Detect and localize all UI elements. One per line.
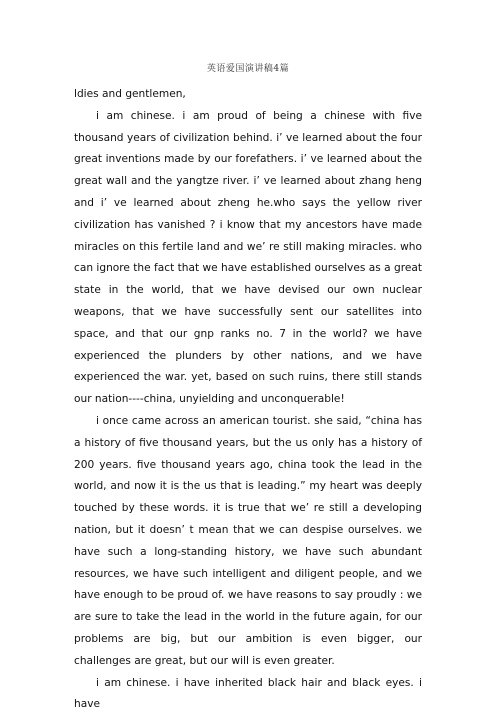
speech-body <box>74 84 422 716</box>
salutation: ldies and gentlemen, <box>74 88 186 100</box>
paragraph-3: i am chinese. i have inherited black hair and black eyes. i have <box>74 676 422 711</box>
paragraph-1: i am chinese. i am proud of being a chinese with five thousand years of civilization behind. i’ ve learned about the four great inventions made by our forefathers. i’ ve learned about the great wall and the yangtze river. i’ ve learned about zhang heng and i’ ve learned about zheng he.who says the yellow river civilization has vanished ? i know that my ancestors have made miracles on this fertile land and we’ re still making miracles. who can ignore the fact that we have established ourselves as a great state in the world, that we have devised our own nuclear weapons, that we have successfully sent our satellites into space, and that our gnp ranks no. 7 in the world? we have experienced the plunders by other nations, and we have experienced the war. yet, based on such ruins, there still stands our nation----china, unyielding and unconquerable! <box>74 109 422 406</box>
page-header: 英语爱国演讲稿4篇 <box>206 64 290 74</box>
paragraph-2: i once came across an american tourist. she said, “china has a history of five thousand years, but the us only has a history of 200 years. five thousand years ago, china took the lead in the world, and now it is the us that is leading.” my heart was deeply touched by these words. it is true that we’ re still a developing nation, but it doesn’ t mean that we can despise ourselves. we have such a long-standing history, we have such abundant resources, we have such intelligent and diligent people, and we have enough to be proud of. we have reasons to say proudly : we are sure to take the lead in the world in the future again, for our problems are big, but our ambition is even bigger, our challenges are great, but our will is even greater. <box>74 414 422 667</box>
